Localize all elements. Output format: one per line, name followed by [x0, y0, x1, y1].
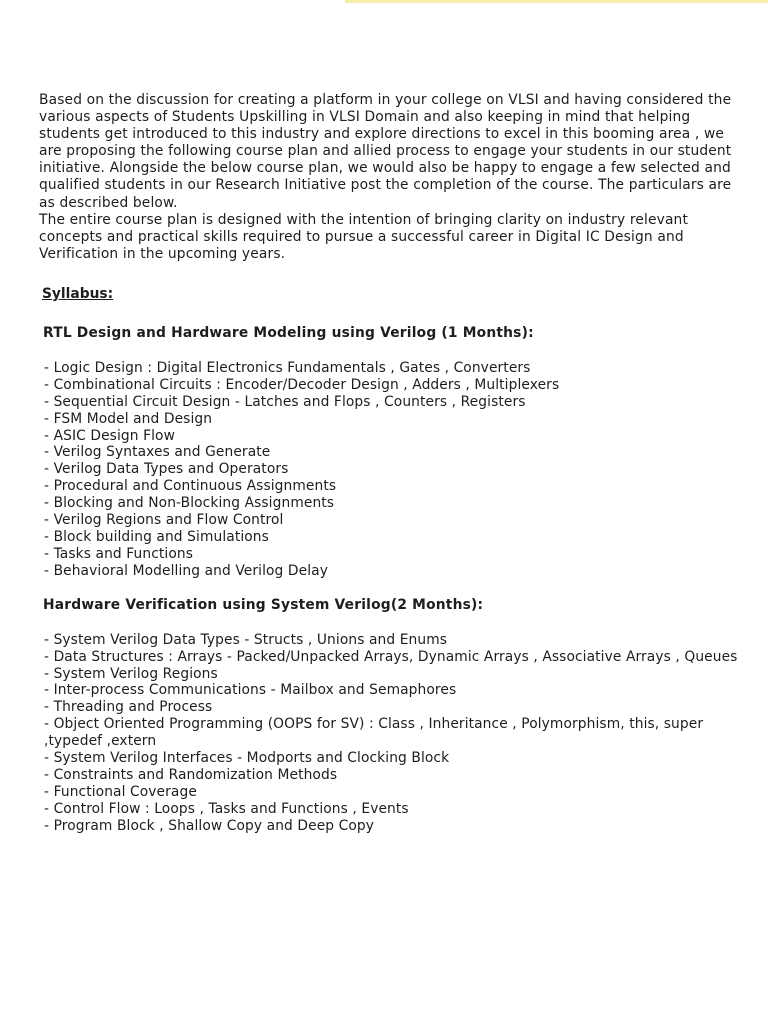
- list-item: - Threading and Process: [44, 699, 213, 716]
- list-item: - FSM Model and Design: [44, 410, 213, 427]
- syllabus-title: Syllabus:: [42, 285, 114, 302]
- list-item: - Behavioral Modelling and Verilog Delay: [44, 562, 328, 579]
- list-item: - Verilog Regions and Flow Control: [44, 512, 284, 529]
- list-item: - Data Structures : Arrays - Packed/Unpacked Arrays, Dynamic Arrays , Associative Arrays , Queues: [44, 648, 738, 665]
- section-heading-verilog: RTL Design and Hardware Modeling using Verilog (1 Months):: [43, 324, 534, 341]
- system-verilog-topic-list: [44, 632, 751, 835]
- intro-paragraph-2: The entire course plan is designed with the intention of bringing clarity on industry relevant concepts and practical skills required to pursue a successful career in Digital IC Design and Verification in the upcoming years.: [39, 211, 689, 262]
- list-item: - Object Oriented Programming (OOPS for SV) : Class , Inheritance , Polymorphism, this, super ,typedef ,extern: [44, 716, 704, 750]
- list-item: - Block building and Simulations: [44, 529, 269, 545]
- list-item: - Blocking and Non-Blocking Assignments: [44, 495, 335, 512]
- list-item: - Procedural and Continuous Assignments: [44, 478, 337, 495]
- list-item: - Verilog Data Types and Operators: [44, 461, 289, 478]
- scan-edge-mark: [345, 0, 768, 3]
- intro-paragraph-1: Based on the discussion for creating a platform in your college on VLSI and having considered the various aspects of Students Upskilling in VLSI Domain and also keeping in mind that helping students get introduced to this industry and explore directions to excel in this booming area , we are proposing the following course plan and allied process to engage your students in our student initiative. Alongside the below course plan, we would also be happy to engage a few selected and qualified students in our Research Initiative post the completion of the course. The particulars are as described below.: [39, 92, 732, 211]
- list-item: - System Verilog Regions: [44, 665, 218, 682]
- list-item: - Logic Design : Digital Electronics Fundamentals , Gates , Converters: [44, 359, 531, 376]
- list-item: - Control Flow : Loops , Tasks and Functions , Events: [44, 800, 409, 817]
- list-item: - Sequential Circuit Design - Latches and Flops , Counters , Registers: [44, 393, 526, 410]
- list-item: - Inter-process Communications - Mailbox and Semaphores: [44, 682, 457, 699]
- list-item: - Constraints and Randomization Methods: [44, 766, 338, 783]
- list-item: - Combinational Circuits : Encoder/Decoder Design , Adders , Multiplexers: [44, 376, 560, 393]
- list-item: - Functional Coverage: [44, 783, 197, 800]
- intro-text: [39, 92, 751, 263]
- document-page: [39, 92, 751, 835]
- list-item: - Tasks and Functions: [44, 545, 194, 562]
- list-item: - System Verilog Interfaces - Modports and Clocking Block: [44, 750, 450, 767]
- list-item: - System Verilog Data Types - Structs , Unions and Enums: [44, 631, 448, 648]
- list-item: - ASIC Design Flow: [44, 427, 175, 444]
- list-item: - Verilog Syntaxes and Generate: [44, 444, 271, 461]
- verilog-topic-list: [44, 360, 751, 580]
- section-heading-system-verilog: Hardware Verification using System Verilog(2 Months):: [43, 596, 484, 613]
- list-item: - Program Block , Shallow Copy and Deep Copy: [44, 817, 375, 834]
